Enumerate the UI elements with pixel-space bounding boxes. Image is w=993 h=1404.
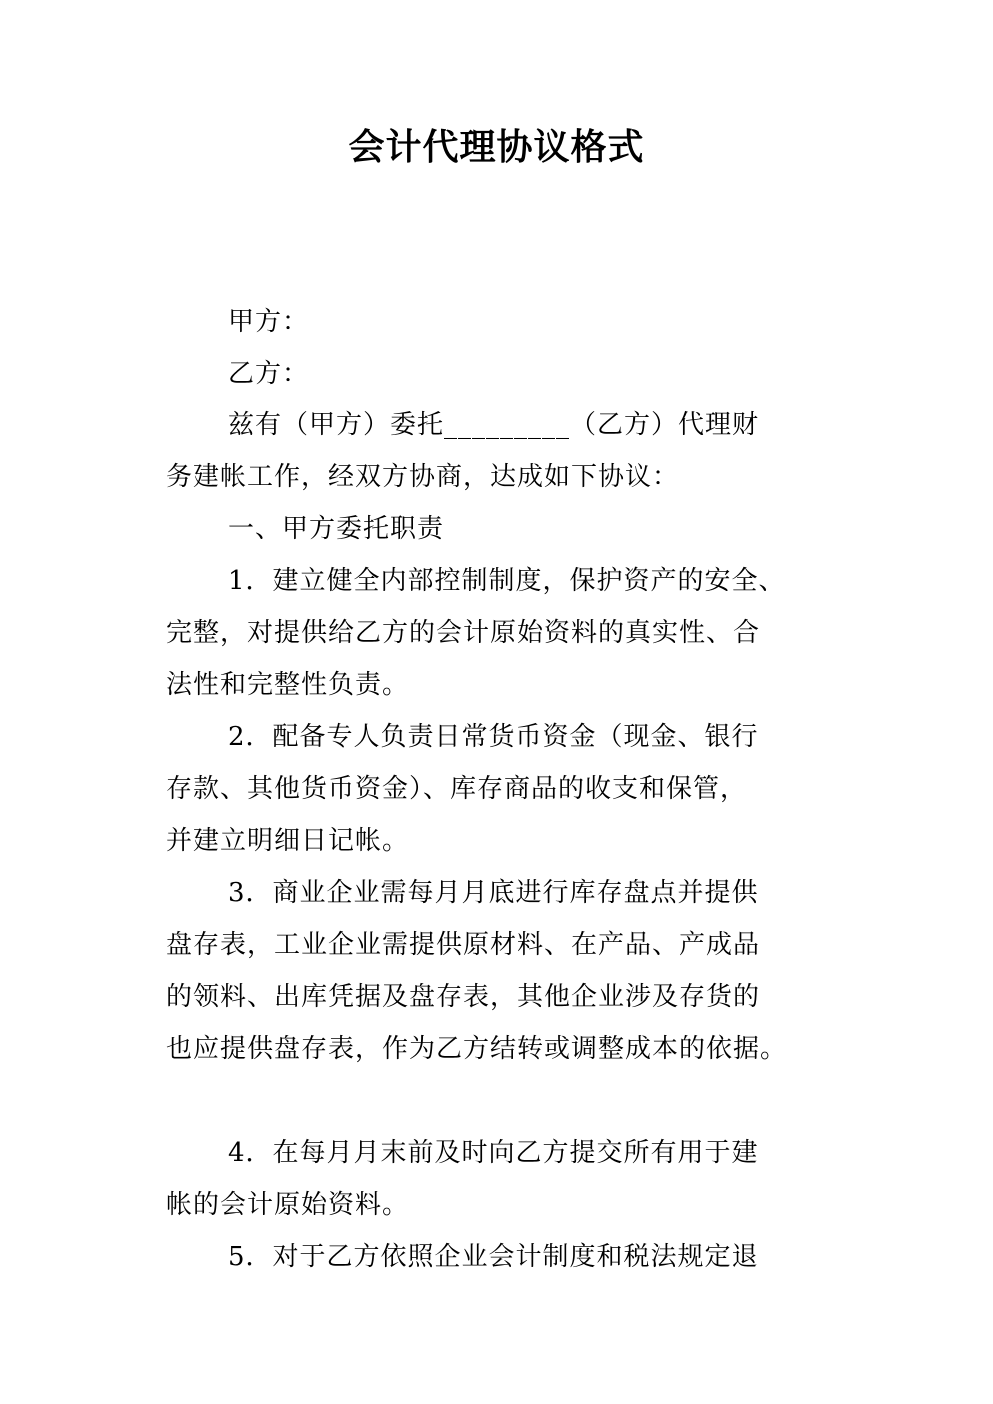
paragraph-line: 务建帐工作，经双方协商，达成如下协议：	[166, 462, 680, 492]
paragraph-line: 3．商业企业需每月月底进行库存盘点并提供	[228, 878, 759, 908]
paragraph-line: 完整，对提供给乙方的会计原始资料的真实性、合	[166, 618, 761, 648]
paragraph-line: 法性和完整性负责。	[166, 670, 410, 700]
party-a-line: 甲方：	[228, 307, 310, 337]
section-heading: 一、甲方委托职责	[228, 514, 445, 544]
paragraph-line: 兹有（甲方）委托_________（乙方）代理财	[228, 410, 760, 440]
paragraph-line: 的领料、出库凭据及盘存表，其他企业涉及存货的	[166, 982, 761, 1012]
document-title: 会计代理协议格式	[348, 127, 645, 168]
party-b-line: 乙方：	[228, 359, 310, 389]
paragraph-line: 2．配备专人负责日常货币资金（现金、银行	[228, 722, 759, 752]
paragraph-line: 也应提供盘存表，作为乙方结转或调整成本的依据。	[166, 1034, 788, 1064]
paragraph-line: 1．建立健全内部控制制度，保护资产的安全、	[228, 566, 786, 596]
paragraph-line: 帐的会计原始资料。	[166, 1190, 410, 1220]
paragraph-line: 盘存表，工业企业需提供原材料、在产品、产成品	[166, 930, 761, 960]
paragraph-line: 存款、其他货币资金）、库存商品的收支和保管，	[166, 774, 748, 804]
paragraph-line: 4．在每月月末前及时向乙方提交所有用于建	[228, 1138, 759, 1168]
paragraph-line: 5．对于乙方依照企业会计制度和税法规定退	[228, 1242, 759, 1272]
paragraph-line: 并建立明细日记帐。	[166, 826, 410, 856]
